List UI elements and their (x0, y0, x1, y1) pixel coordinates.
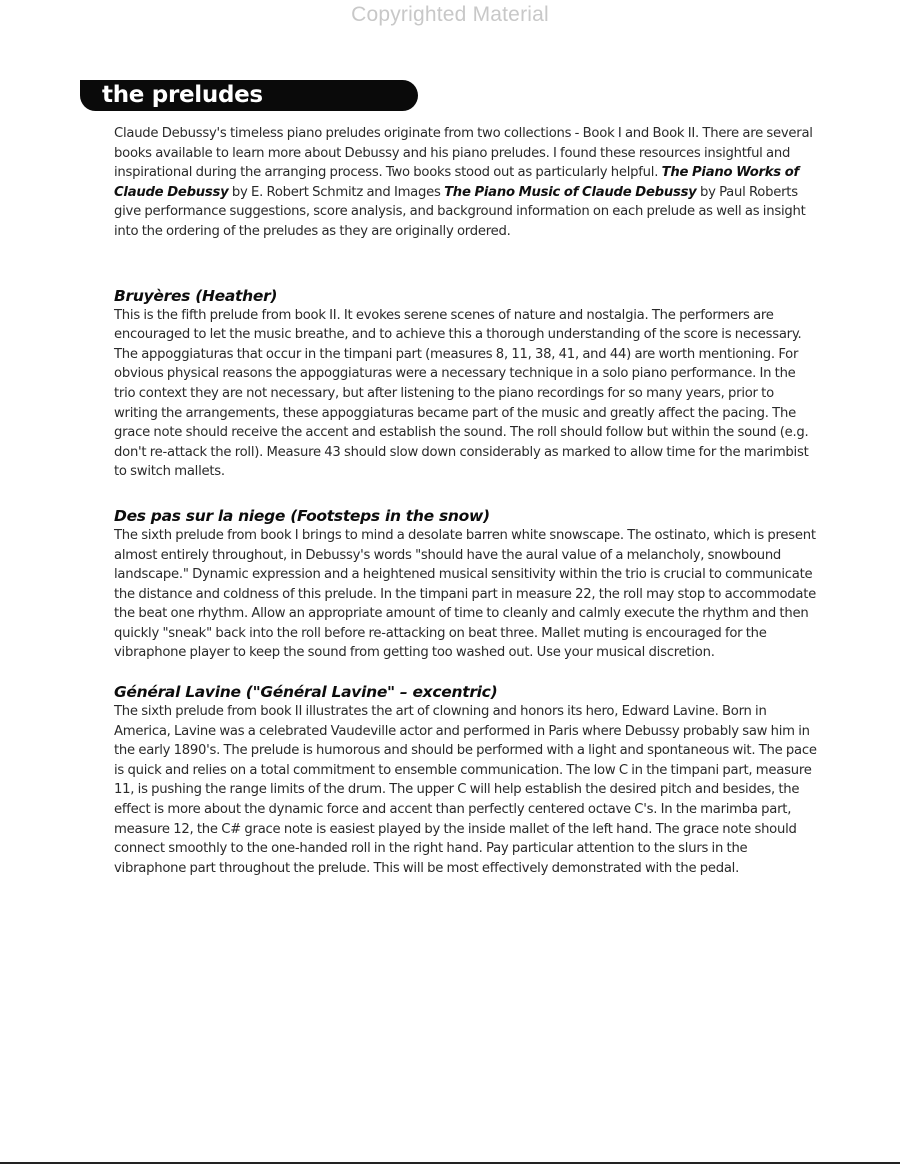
intro-text-2: by E. Robert Schmitz and Images (228, 184, 445, 200)
prelude-body: This is the fifth prelude from book II. It evokes serene scenes of nature and nostalgia. The performers are encouraged to let the music breathe, and to achieve this a thorough understanding of the score is necessary. The appoggiaturas that occur in the timpani part (measures 8, 11, 38, 41, and 44) are worth mentioning. For obvious physical reasons the appoggiaturas were a necessary technique in a solo piano performance. In the trio context they are not necessary, but after listening to the piano recordings for so many years, prior to writing the arrangements, these appoggiaturas became part of the music and greatly affect the pacing. The grace note should receive the accent and establish the sound. The roll should follow but within the sound (e.g. don't re-attack the roll). Measure 43 should slow down considerably as marked to allow time for the marimbist to switch mallets. (114, 307, 809, 480)
prelude-section-des-pas (114, 506, 819, 663)
section-header (80, 80, 418, 111)
copyright-watermark: Copyrighted Material (351, 3, 549, 26)
book-title-2: The Piano Music of Claude Debussy (444, 184, 697, 200)
document-body (114, 124, 819, 878)
prelude-body: The sixth prelude from book I brings to mind a desolate barren white snowscape. The ostinato, which is present almost entirely throughout, in Debussy's words "should have the aural value of a melancholy, snowbound landscape." Dynamic expression and a heightened musical sensitivity within the trio is crucial to communicate the distance and coldness of this prelude. In the timpani part in measure 22, the roll may stop to accommodate the beat one rhythm. Allow an appropriate amount of time to cleanly and calmly execute the rhythm and then quickly "sneak" back into the roll before re-attacking on beat three. Mallet muting is encouraged for the vibraphone player to keep the sound from getting too washed out. Use your musical discretion. (114, 527, 817, 661)
prelude-heading: Général Lavine ("Général Lavine" – excentric) (114, 683, 498, 702)
intro-text-3: by Paul Roberts give performance suggestions, score analysis, and background information on each prelude as well as insight into the ordering of the preludes as they are originally ordered. (114, 184, 806, 239)
prelude-heading: Des pas sur la niege (Footsteps in the snow) (114, 506, 490, 525)
prelude-section-bruyeres (114, 286, 819, 482)
intro-text-1: Claude Debussy's timeless piano preludes originate from two collections - Book I and Book II. There are several books available to learn more about Debussy and his piano preludes. I found these resources insightful and inspirational during the arranging process. Two books stood out as particularly helpful. (114, 126, 813, 181)
prelude-heading: Bruyères (Heather) (114, 286, 278, 305)
prelude-body: The sixth prelude from book II illustrates the art of clowning and honors its hero, Edward Lavine. Born in America, Lavine was a celebrated Vaudeville actor and performed in Paris where Debussy probably saw him in the early 1890's. The prelude is humorous and should be performed with a light and spontaneous wit. The pace is quick and relies on a total commitment to ensemble communication. The low C in the timpani part, measure 11, is pushing the range limits of the drum. The upper C will help establish the desired pitch and besides, the effect is more about the dynamic force and accent than perfectly centered octave C's. In the marimba part, measure 12, the C# grace note is easiest played by the inside mallet of the left hand. The grace note should connect smoothly to the one-handed roll in the right hand. Pay particular attention to the slurs in the vibraphone part throughout the prelude. This will be most effectively demonstrated with the pedal. (114, 704, 817, 876)
prelude-section-general-lavine (114, 682, 819, 878)
book-title-1: The Piano Works of Claude Debussy (114, 165, 800, 200)
intro-paragraph (114, 124, 819, 242)
section-title: the preludes (102, 82, 263, 108)
